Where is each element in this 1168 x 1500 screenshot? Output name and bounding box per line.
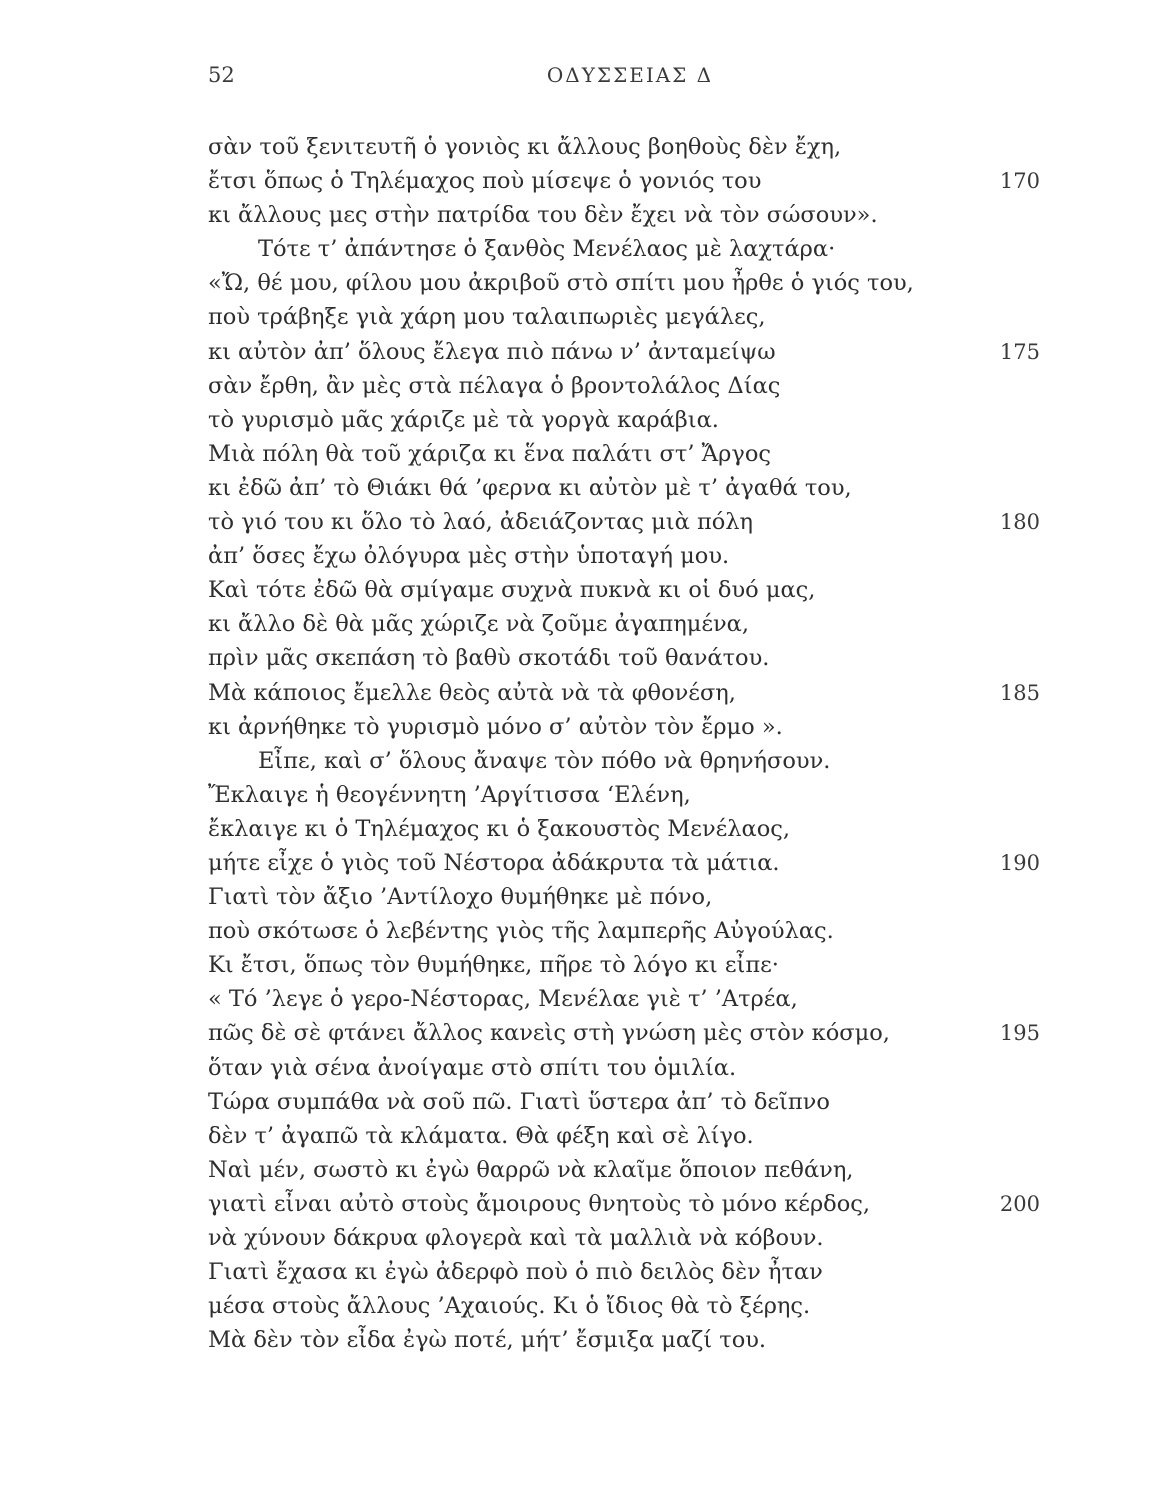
line-number: 200 bbox=[999, 1191, 1040, 1216]
verse-text: ἔτσι ὅπως ὁ Τηλέμαχος ποὺ μίσεψε ὁ γονιός του bbox=[208, 168, 762, 195]
line-number: 195 bbox=[999, 1021, 1040, 1046]
verse-line bbox=[208, 335, 1040, 369]
verse-text: Γιατὶ ἔχασα κι ἐγὼ ἀδερφὸ ποὺ ὁ πιὸ δειλὸς δὲν ἦταν bbox=[208, 1259, 823, 1286]
verse-text: Ναὶ μέν, σωστὸ κι ἐγὼ θαρρῶ νὰ κλαῖμε ὅποιον πεθάνη, bbox=[208, 1156, 854, 1183]
verse-text: Καὶ τότε ἐδῶ θὰ σμίγαμε συχνὰ πυκνὰ κι οἱ δυό μας, bbox=[208, 577, 816, 604]
verse-text: κι αὐτὸν ἀπ’ ὅλους ἔλεγα πιὸ πάνω ν’ ἀνταμείψω bbox=[208, 338, 776, 365]
line-number: 185 bbox=[999, 680, 1040, 705]
verse-line bbox=[208, 607, 1040, 641]
verse-text: « Τό ’λεγε ὁ γερο-Νέστορας, Μενέλαε γιὲ τ’ ’Ατρέα, bbox=[208, 986, 798, 1013]
verse-line bbox=[208, 1153, 1040, 1187]
verse-line bbox=[208, 1016, 1040, 1050]
verse-text: ὅταν γιὰ σένα ἀνοίγαμε στὸ σπίτι του ὁμιλία. bbox=[208, 1054, 737, 1081]
verse-text: κι ἐδῶ ἀπ’ τὸ Θιάκι θά ’φερνα κι αὐτὸν μὲ τ’ ἀγαθά του, bbox=[208, 474, 852, 501]
verse-text: κι ἄλλους μες στὴν πατρίδα του δὲν ἔχει νὰ τὸν σώσουν». bbox=[208, 202, 878, 229]
verse-line bbox=[208, 266, 1040, 300]
verse-text: κι ἄλλο δὲ θὰ μᾶς χώριζε νὰ ζοῦμε ἀγαπημένα, bbox=[208, 611, 749, 638]
verse-line bbox=[208, 300, 1040, 334]
verse-line bbox=[208, 505, 1040, 539]
verse-line bbox=[208, 812, 1040, 846]
verse-text: «Ὤ, θέ μου, φίλου μου ἀκριβοῦ στὸ σπίτι μου ἦρθε ὁ γιός του, bbox=[208, 270, 914, 297]
verse-line bbox=[208, 1119, 1040, 1153]
verse-line bbox=[208, 232, 1040, 266]
verse-text: γιατὶ εἶναι αὐτὸ στοὺς ἄμοιρους θνητοὺς τὸ μόνο κέρδος, bbox=[208, 1190, 871, 1217]
verse-text: τὸ γιό του κι ὅλο τὸ λαό, ἀδειάζοντας μιὰ πόλη bbox=[208, 509, 754, 536]
verse-line bbox=[208, 539, 1040, 573]
verse-line bbox=[208, 1051, 1040, 1085]
verse-text: Τότε τ’ ἀπάντησε ὁ ξανθὸς Μενέλαος μὲ λαχτάρα· bbox=[258, 236, 836, 263]
line-number: 190 bbox=[999, 850, 1040, 875]
page-number: 52 bbox=[208, 63, 235, 87]
verse-text: Κι ἔτσι, ὅπως τὸν θυμήθηκε, πῆρε τὸ λόγο κι εἶπε· bbox=[208, 952, 779, 979]
verse-line bbox=[208, 471, 1040, 505]
line-number: 175 bbox=[999, 339, 1040, 364]
verse-text: δὲν τ’ ἀγαπῶ τὰ κλάματα. Θὰ φέξη καὶ σὲ λίγο. bbox=[208, 1122, 754, 1149]
verse-text: τὸ γυρισμὸ μᾶς χάριζε μὲ τὰ γοργὰ καράβια. bbox=[208, 406, 719, 433]
verse-text: ἀπ’ ὅσες ἔχω ὀλόγυρα μὲς στὴν ὑποταγή μου. bbox=[208, 543, 730, 570]
line-number: 170 bbox=[999, 169, 1040, 194]
verse-text: ἔκλαιγε κι ὁ Τηλέμαχος κι ὁ ξακουστὸς Μενέλαος, bbox=[208, 815, 791, 842]
verse-line bbox=[208, 1221, 1040, 1255]
verse-line bbox=[208, 403, 1040, 437]
verse-line bbox=[208, 846, 1040, 880]
verse-line bbox=[208, 1289, 1040, 1323]
verse-text: σὰν τοῦ ξενιτευτῆ ὁ γονιὸς κι ἄλλους βοηθοὺς δὲν ἔχη, bbox=[208, 134, 842, 160]
verse-text: μέσα στοὺς ἄλλους ’Αχαιούς. Κι ὁ ἴδιος θὰ τὸ ξέρης. bbox=[208, 1293, 811, 1320]
verse-line bbox=[208, 1255, 1040, 1289]
verse-line bbox=[208, 914, 1040, 948]
verse-line bbox=[208, 369, 1040, 403]
verse-line bbox=[208, 744, 1040, 778]
verse-text: Μιὰ πόλη θὰ τοῦ χάριζα κι ἕνα παλάτι στ’ Ἄργος bbox=[208, 440, 772, 467]
verse-line bbox=[208, 437, 1040, 471]
poem-text bbox=[208, 130, 1040, 1357]
verse-text: Μὰ δὲν τὸν εἶδα ἐγὼ ποτέ, μήτ’ ἔσμιξα μαζί του. bbox=[208, 1327, 767, 1354]
verse-text: ποὺ σκότωσε ὁ λεβέντης γιὸς τῆς λαμπερῆς Αὐγούλας. bbox=[208, 918, 834, 945]
verse-line bbox=[208, 641, 1040, 675]
verse-text: Γιατὶ τὸν ἄξιο ’Αντίλοχο θυμήθηκε μὲ πόνο, bbox=[208, 884, 713, 911]
verse-line bbox=[208, 1323, 1040, 1357]
verse-line bbox=[208, 948, 1040, 982]
verse-text: σὰν ἔρθη, ἂν μὲς στὰ πέλαγα ὁ βροντολάλος Δίας bbox=[208, 372, 781, 399]
verse-line bbox=[208, 710, 1040, 744]
verse-line bbox=[208, 130, 1040, 164]
verse-line bbox=[208, 982, 1040, 1016]
verse-text: νὰ χύνουν δάκρυα φλογερὰ καὶ τὰ μαλλιὰ νὰ κόβουν. bbox=[208, 1225, 824, 1251]
running-title: ΟΔΥΣΣΕΙΑΣ Δ bbox=[546, 63, 714, 87]
verse-text: Τώρα συμπάθα νὰ σοῦ πῶ. Γιατὶ ὕστερα ἀπ’ τὸ δεῖπνο bbox=[208, 1088, 830, 1115]
verse-text: πρὶν μᾶς σκεπάση τὸ βαθὺ σκοτάδι τοῦ θανάτου. bbox=[208, 645, 770, 672]
verse-line bbox=[208, 880, 1040, 914]
verse-text: μήτε εἶχε ὁ γιὸς τοῦ Νέστορα ἀδάκρυτα τὰ μάτια. bbox=[208, 849, 780, 876]
verse-line bbox=[208, 778, 1040, 812]
verse-text: Μὰ κάποιος ἔμελλε θεὸς αὐτὰ νὰ τὰ φθονέση, bbox=[208, 679, 736, 706]
verse-line bbox=[208, 676, 1040, 710]
verse-line bbox=[208, 1085, 1040, 1119]
line-number: 180 bbox=[999, 510, 1040, 535]
verse-line bbox=[208, 198, 1040, 232]
verse-line bbox=[208, 164, 1040, 198]
verse-text: ποὺ τράβηξε γιὰ χάρη μου ταλαιπωριὲς μεγάλες, bbox=[208, 304, 766, 331]
verse-line bbox=[208, 573, 1040, 607]
verse-text: κι ἀρνήθηκε τὸ γυρισμὸ μόνο σ’ αὐτὸν τὸν ἔρμο ». bbox=[208, 713, 783, 740]
verse-text: Εἶπε, καὶ σ’ ὅλους ἄναψε τὸν πόθο νὰ θρηνήσουν. bbox=[258, 747, 831, 774]
verse-text: πῶς δὲ σὲ φτάνει ἄλλος κανεὶς στὴ γνώση μὲς στὸν κόσμο, bbox=[208, 1020, 890, 1047]
verse-line bbox=[208, 1187, 1040, 1221]
verse-text: Ἔκλαιγε ἡ θεογέννητη ’Αργίτισσα ‘Ελένη, bbox=[208, 781, 691, 808]
